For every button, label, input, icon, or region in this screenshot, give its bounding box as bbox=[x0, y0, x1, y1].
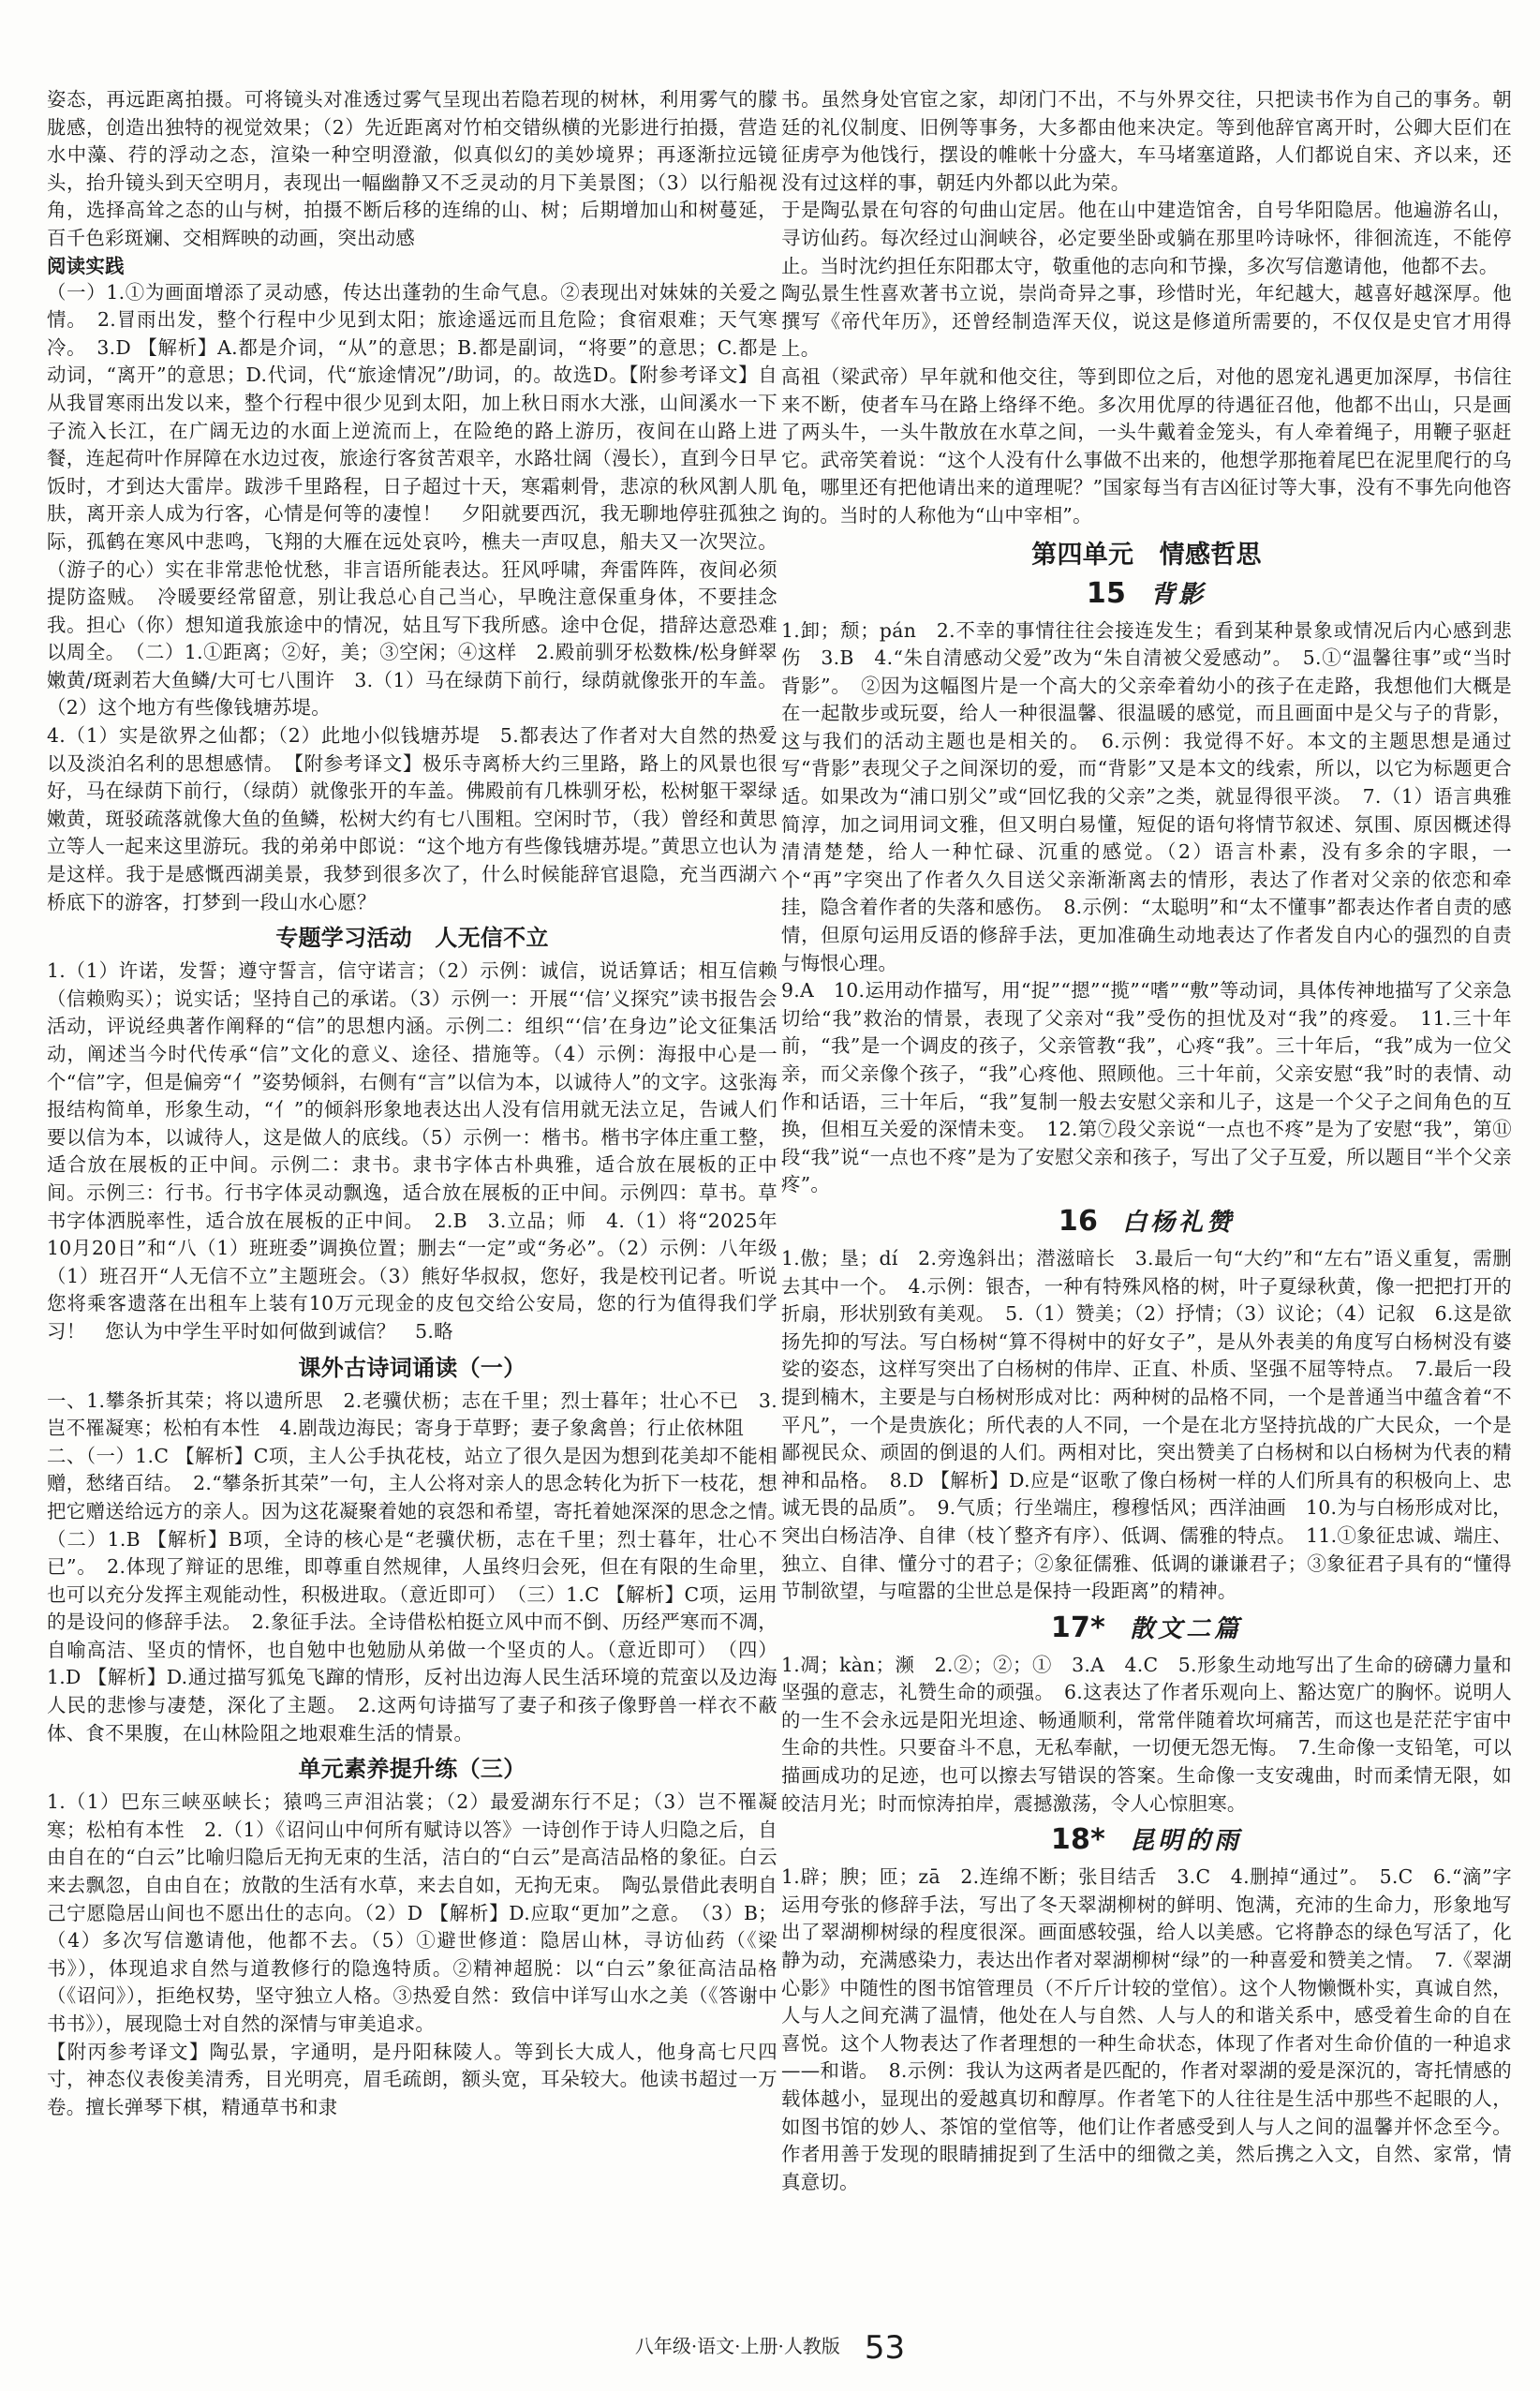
section-heading-unit-practice: 单元素养提升练（三） bbox=[298, 1756, 526, 1783]
paragraph: 4.（1）实是欲界之仙都；（2）此地小似钱塘苏堤 5.都表达了作者对大自然的热爱以及淡泊名利的思想感情。 【附参考译文】极乐寺离桥大约三里路，路上的风景也很好，马在绿荫下前行，（绿荫）就像张开的车盖。佛殿前有几株驯牙松，松树躯干翠绿嫩黄，斑驳疏落就像大鱼的鱼鳞，松树大约有七八围粗。空闲时节，（我）曾经和黄思立等人一起来这里游玩。我的弟弟中郎说：“这个地方有些像钱塘苏堤。”黄思立也认为是这样。我于是感慨西湖美景，我梦到很多次了，什么时候能辞官退隐，充当西湖六桥底下的游客，打梦到一段山水心愿？ bbox=[47, 724, 777, 913]
section-heading-reading: 阅读实践 bbox=[47, 254, 125, 277]
unit-heading: 第四单元 情感哲思 bbox=[1031, 540, 1262, 570]
paragraph: 9.A 10.运用动作描写，用“捉”“摁”“揽”“嗜”“敷”等动词，具体传神地描写了父亲急切给“我”救治的情景，表现了父亲对“我”受伤的担忧及对“我”的疼爱。 11.三十年前，“我”是一个调皮的孩子，父亲管教“我”，心疼“我”。三十年后，“我”成为一位父亲，而父亲像个孩子，“我”心疼他、照顾他。三十年前，父亲安慰“我”时的表情、动作和话语，三十年后，“我”复制一般去安慰父亲和儿子，这是一个父子之间角色的互换，但相互关爱的深情未变。 12.第⑦段父亲说“一点也不疼”是为了安慰“我”，第⑪段“我”说“一点也不疼”是为了安慰父亲和孩子，写出了父子互爱，所以题目“半个父亲疼”。 bbox=[781, 979, 1512, 1196]
lesson-name: 白杨礼赞 bbox=[1122, 1208, 1236, 1237]
paragraph: 书。虽然身处官宦之家，却闭门不出，不与外界交往，只把读书作为自己的事务。朝廷的礼仪制度、旧例等事务，大多都由他来决定。等到他辞官离开时，公卿大臣们在征虏亭为他饯行，摆设的帷帐十分盛大，车马堵塞道路，人们都说自宋、齐以来，还没有过这样的事，朝廷内外都以此为荣。 bbox=[781, 88, 1512, 194]
paragraph: （一）1.①为画面增添了灵动感，传达出蓬勃的生命气息。②表现出对妹妹的关爱之情。 2.冒雨出发，整个行程中少见到太阳；旅途遥远而且危险；食宿艰难；天气寒冷。 3.D 【解析】A.都是介词，“从”的意思；B.都是副词，“将要”的意思；C.都是动词，“离开”的意思；D.代词，代“旅途情况”/助词，的。故选D。【附参考译文】自从我冒寒雨出发以来，整个行程中很少见到太阳，加上秋日雨水大涨，山间溪水一下子流入长江，在广阔无边的水面上逆流而上，在险绝的路上游历，夜间在山路上进餐，连起荷叶作屏障在水边过夜，旅途行客贫苦艰辛，水路壮阔（漫长），直到今日早饭时，才到达大雷岸。跋涉千里路程，日子超过十天，寒霜刺骨，悲凉的秋风割人肌肤，离开亲人成为行客，心情是何等的凄惶！ 夕阳就要西沉，我无聊地停驻孤独之际，孤鹤在寒风中悲鸣，飞翔的大雁在远处哀吟，樵夫一声叹息，船夫又一次哭泣。（游子的心）实在非常悲怆忧愁，非言语所能表达。狂风呼啸，奔雷阵阵，夜间必须提防盗贼。 冷暖要经常留意，别让我总心自己当心，早晚注意保重身体，不要挂念我。担心（你）想知道我旅途中的情况，姑且写下我所感。途中仓促，措辞达意恐难以周全。 （二）1.①距离；②好，美；③空闲；④这样 2.殿前驯牙松数株/松身鲜翠嫩黄/斑剥若大鱼鳞/大可七八围许 3.（1）马在绿荫下前行，绿荫就像张开的车盖。（2）这个地方有些像钱塘苏堤。 bbox=[47, 280, 777, 720]
paragraph: 一、1.攀条折其荣；将以遗所思 2.老骥伏枥；志在千里；烈士暮年；壮心不已 3.岂不罹凝寒；松柏有本性 4.剧哉边海民；寄身于草野；妻子象禽兽；行止依林阻 bbox=[47, 1389, 777, 1440]
lesson-number: 16 bbox=[1058, 1204, 1099, 1238]
paragraph: 姿态，再远距离拍摄。可将镜头对准透过雾气呈现出若隐若现的树林，利用雾气的朦胧感，创造出独特的视觉效果；（2）先近距离对竹柏交错纵横的光影进行拍摄，营造水中藻、荇的浮动之态，渲染一种空明澄澈，似真似幻的美妙境界；再逐渐拉远镜头，抬升镜头到天空明月，表现出一幅幽静又不乏灵动的月下美景图；（3）以行船视角，选择高耸之态的山与树，拍摄不断后移的连绵的山、树；后期增加山和树蔓延，百千色彩斑斓、交相辉映的动画，突出动感 bbox=[47, 88, 777, 249]
paragraph: 二、（一）1.C 【解析】C项，主人公手执花枝，站立了很久是因为想到花美却不能相赠，愁绪百结。 2.“攀条折其荣”一句，主人公将对亲人的思念转化为折下一枝花，想把它赠送给远方的亲人。因为这花凝聚着她的哀怨和希望，寄托着她深深的思念之情。 （二）1.B 【解析】B项，全诗的核心是“老骥伏枥，志在千里；烈士暮年，壮心不已”。 2.体现了辩证的思维，即尊重自然规律，人虽终归会死，但在有限的生命里，也可以充分发挥主观能动性，积极进取。（意近即可） （三）1.C 【解析】C项，运用的是设问的修辞手法。 2.象征手法。全诗借松柏挺立风中而不倒、历经严寒而不凋，自喻高洁、坚贞的情怀，也自勉中也勉励从弟做一个坚贞的人。（意近即可） （四）1.D 【解析】D.通过描写狐兔飞蹿的情形，反衬出边海人民生活环境的荒蛮以及边海人民的悲惨与凄楚，深化了主题。 2.这两句诗描写了妻子和孩子像野兽一样衣不蔽体、食不果腹，在山林险阻之地艰难生活的情景。 bbox=[47, 1444, 777, 1745]
lesson-number: 17* bbox=[1050, 1611, 1106, 1644]
paragraph: 于是陶弘景在句容的句曲山定居。他在山中建造馆舍，自号华阳隐居。他遍游名山，寻访仙药。每次经过山涧峡谷，必定要坐卧或躺在那里吟诗咏怀，徘徊流连，不能停止。当时沈约担任东阳郡太守，敬重他的志向和节操，多次写信邀请他，他都不去。 bbox=[781, 199, 1512, 277]
page-footer bbox=[0, 2327, 1540, 2367]
page-number: 53 bbox=[864, 2328, 906, 2367]
lesson-title-15 bbox=[781, 577, 1512, 612]
lesson-number: 15 bbox=[1086, 576, 1127, 610]
paragraph: 高祖（梁武帝）早年就和他交往，等到即位之后，对他的恩宠礼遇更加深厚，书信往来不断，使者车马在路上络绎不绝。多次用优厚的待遇征召他，他都不出山，只是画了两头牛，一头牛散放在水草之间，一头牛戴着金笼头，有人牵着绳子，用鞭子驱赶它。武帝笑着说：“这个人没有什么事做不出来的，他想学那拖着尾巴在泥里爬行的乌龟，哪里还有把他请出来的道理呢？”国家每当有吉凶征讨等大事，没有不事先向他咨询的。当时的人称他为“山中宰相”。 bbox=[781, 364, 1512, 527]
paragraph: 1.傲；垦；dí 2.旁逸斜出；潜滋暗长 3.最后一句“大约”和“左右”语义重复，需删去其中一个。 4.示例：银杏，一种有特殊风格的树，叶子夏绿秋黄，像一把把打开的折扇，形状别致有美观。 5.（1）赞美；（2）抒情；（3）议论；（4）记叙 6.这是欲扬先抑的写法。写白杨树“算不得树中的好女子”，是从外表美的角度写白杨树没有婆娑的姿态，这样写突出了白杨树的伟岸、正直、朴质、坚强不屈等特点。 7.最后一段提到楠木，主要是与白杨树形成对比：两种树的品格不同，一个是普通当中蕴含着“不平凡”，一个是贵族化；所代表的人不同，一个是在北方坚持抗战的广大民众，一个是鄙视民众、顽固的倒退的人们。两相对比，突出赞美了白杨树和以白杨树为代表的精神和品格。 8.D 【解析】D.应是“讴歌了像白杨树一样的人们所具有的积极向上、忠诚无畏的品质”。 9.气质；行坐端庄，穆穆恬风；西洋油画 10.为与白杨形成对比，突出白杨洁净、自律（枝丫整齐有序）、低调、儒雅的特点。 11.①象征忠诚、端庄、独立、自律、懂分寸的君子；②象征儒雅、低调的谦谦君子；③象征君子具有的“懂得节制欲望，与喧嚣的尘世总是保持一段距离”的精神。 bbox=[781, 1246, 1512, 1603]
paragraph: 1.凋；kàn；濒 2.②；②；① 3.A 4.C 5.形象生动地写出了生命的磅礴力量和坚强的意志，礼赞生命的顽强。 6.这表达了作者乐观向上、豁达宽广的胸怀。说明人的一生不会永远是阳光坦途、畅通顺利，常常伴随着坎坷痛苦，而这也是茫茫宇宙中生命的共性。只要奋斗不息，无私奉献，一切便无怨无悔。 7.生命像一支铅笔，可以描画成功的足迹，也可以擦去写错误的答案。生命像一支安魂曲，时而柔情无限，如皎洁月光；时而惊涛拍岸，震撼激荡，令人心惊胆寒。 bbox=[781, 1653, 1512, 1815]
paragraph: 1.辟；腴；匝；zā 2.连绵不断；张目结舌 3.C 4.删掉“通过”。 5.C 6.“滴”字运用夸张的修辞手法，写出了冬天翠湖柳树的鲜明、饱满，充沛的生命力，形象地写出了翠湖柳树绿的程度很深。画面感较强，给人以美感。它将静态的绿色写活了，化静为动，充满感染力，表达出作者对翠湖柳树“绿”的一种喜爱和赞美之情。 7.《翠湖心影》中随性的图书馆管理员（不斤斤计较的堂倌）。这个人物懒慨朴实，真诚自然，人与人之间充满了温情，他处在人与自然、人与人的和谐关系中，感受着生命的自在喜悦。这个人物表达了作者理想的一种生命状态，体现了作者对生命价值的一种追求——和谐。 8.示例：我认为这两者是匹配的，作者对翠湖的爱是深沉的，寄托情感的载体越小，显现出的爱越真切和醇厚。作者笔下的人往往是生活中那些不起眼的人，如图书馆的妙人、茶馆的堂倌等，他们让作者感受到人与人之间的温馨并怀念至今。作者用善于发现的眼睛捕捉到了生活中的细微之美，然后携之入文，自然、家常，情真意切。 bbox=[781, 1865, 1512, 2193]
lesson-title-17 bbox=[781, 1611, 1512, 1646]
right-column bbox=[781, 86, 1512, 2309]
left-column bbox=[47, 86, 777, 2309]
lesson-name: 散文二篇 bbox=[1130, 1614, 1243, 1643]
lesson-name: 背影 bbox=[1150, 580, 1207, 609]
lesson-name: 昆明的雨 bbox=[1130, 1827, 1243, 1856]
lesson-number: 18* bbox=[1050, 1823, 1106, 1857]
paragraph: 1.（1）许诺，发誓；遵守誓言，信守诺言；（2）示例：诚信，说话算话；相互信赖（信赖购买）；说实话；坚持自己的承诺。（3）示例一：开展“‘信’义探究”读书报告会活动，评说经典著作阐释的“信”的思想内涵。示例二：组织“‘信’在身边”论文征集活动，阐述当今时代传承“信”文化的意义、途径、措施等。（4）示例：海报中心是一个“信”字，但是偏旁“亻”姿势倾斜，右侧有“言”以信为本，以诚待人”的文字。这张海报结构简单，形象生动，“亻”的倾斜形象地表达出人没有信用就无法立足，告诫人们要以信为本，以诚待人，这是做人的底线。（5）示例一：楷书。楷书字体庄重工整，适合放在展板的正中间。示例二：隶书。隶书字体古朴典雅，适合放在展板的正中间。示例三：行书。行书字体灵动飘逸，适合放在展板的正中间。示例四：草书。草书字体洒脱率性，适合放在展板的正中间。 2.B 3.立品；师 4.（1）将“2025年10月20日”和“八（1）班班委”调换位置；删去“一定”或“务必”。（2）示例：八年级（1）班召开“人无信不立”主题班会。（3）熊好华叔叔，您好，我是校刊记者。听说您将乘客遗落在出租车上装有10万元现金的皮包交给公安局，您的行为值得我们学习！ 您认为中学生平时如何做到诚信？ 5.略 bbox=[47, 959, 777, 1343]
section-heading-ancient-poems: 课外古诗词诵读（一） bbox=[298, 1354, 526, 1381]
paragraph: 【附丙参考译文】陶弘景，字通明，是丹阳秣陵人。等到长大成人，他身高七尺四寸，神态仪表俊美清秀，目光明亮，眉毛疏朗，额头宽，耳朵较大。他读书超过一万卷。擅长弹琴下棋，精通草书和隶 bbox=[47, 2040, 777, 2118]
lesson-title-18 bbox=[781, 1823, 1512, 1858]
paragraph: 1.卸；颓；pán 2.不幸的事情往往会接连发生；看到某种景象或情况后内心感到悲伤 3.B 4.“朱自清感动父爱”改为“朱自清被父爱感动”。 5.①“温馨往事”或“当时背影”。 ②因为这幅图片是一个高大的父亲牵着幼小的孩子在走路，我想他们大概是在一起散步或玩耍，给人一种很温馨、很温暖的感觉，而且画面中是父与子的背影，这与我们的活动主题也是相关的。 6.示例：我觉得不好。本文的主题思想是通过写“背影”表现父子之间深切的爱，而“背影”又是本文的线索，所以，以它为标题更合适。如果改为“浦口别父”或“回忆我的父亲”之类，就显得很平淡。 7.（1）语言典雅简淳，加之词用词文雅，但又明白易懂，短促的语句将情节叙述、氛围、原因概述得清清楚楚，给人一种忙碌、沉重的感觉。（2）语言朴素，没有多余的字眼，一个“再”字突出了作者久久目送父亲渐渐离去的情形，表达了作者对父亲的依恋和牵挂，隐含着作者的失落和感伤。 8.示例：“太聪明”和“太不懂事”都表达作者自责的感情，但原句运用反语的修辞手法，更加准确生动地表达了作者发自内心的强烈的自责与悔恨心理。 bbox=[781, 618, 1512, 974]
footer-text: 八年级·语文·上册·人教版 bbox=[634, 2335, 840, 2357]
section-heading-topic: 专题学习活动 人无信不立 bbox=[275, 925, 549, 952]
paragraph: 陶弘景生性喜欢著书立说，崇尚奇异之事，珍惜时光，年纪越大，越喜好越深厚。他撰写《帝代年历》，还曾经制造浑天仪，说这是修道所需要的，不仅仅是史官才用得上。 bbox=[781, 282, 1512, 361]
lesson-title-16 bbox=[781, 1205, 1512, 1240]
paragraph: 1.（1）巴东三峡巫峡长；猿鸣三声泪沾裳；（2）最爱湖东行不足；（3）岂不罹凝寒；松柏有本性 2.（1）《诏问山中何所有赋诗以答》一诗创作于诗人归隐之后，自由自在的“白云”比喻归隐后无拘无束的生活，洁白的“白云”是高洁品格的象征。白云来去飘忽，自由自在；放散的生活有水草，来去自如，无拘无束。 陶弘景借此表明自己宁愿隐居山间也不愿出仕的志向。（2）D 【解析】D.应取“更加”之意。 （3）B；（4）多次写信邀请他，他都不去。（5）①避世修道：隐居山林，寻访仙药（《梁书》），体现追求自然与道教修行的隐逸特质。②精神超脱：以“白云”象征高洁品格（《诏问》），拒绝权势，坚守独立人格。③热爱自然：致信中详写山水之美（《答谢中书书》），展现隐士对自然的深情与审美追求。 bbox=[47, 1790, 777, 2035]
